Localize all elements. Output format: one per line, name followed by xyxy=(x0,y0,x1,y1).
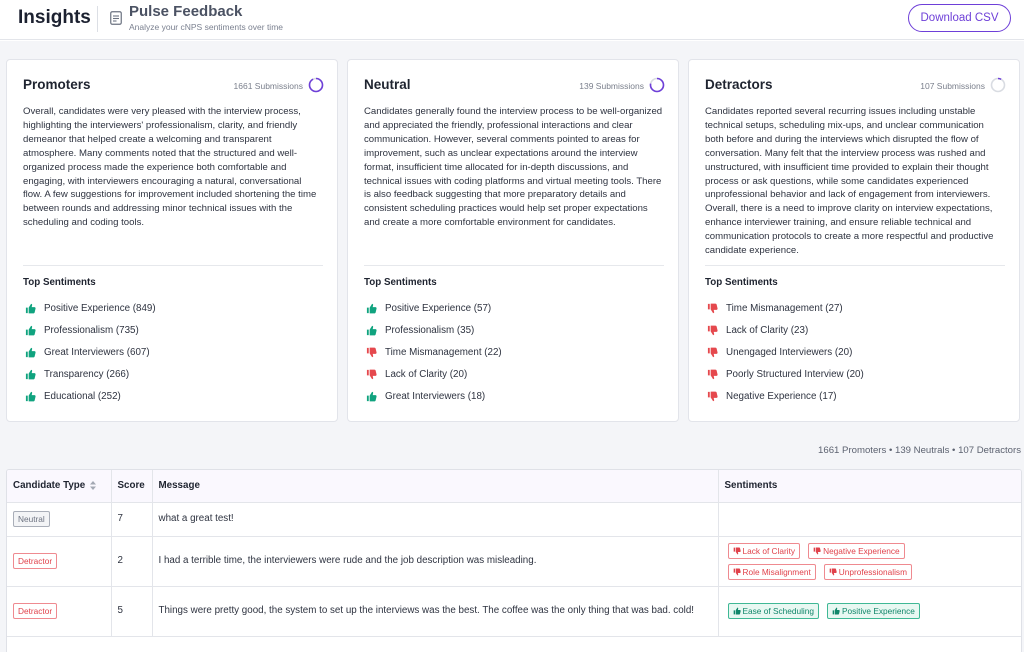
thumbs-down-icon xyxy=(366,347,377,358)
table-header-row xyxy=(7,470,1022,502)
column-header-score: Score xyxy=(111,470,152,502)
column-header-sentiments: Sentiments xyxy=(718,470,1022,502)
thumbs-up-icon xyxy=(25,369,36,380)
score-cell: 2 xyxy=(111,536,152,586)
top-sentiments-list xyxy=(705,297,864,408)
thumbs-down-icon xyxy=(707,303,718,314)
sentiment-label: Positive Experience (57) xyxy=(385,302,492,314)
message-cell: Things were pretty good, the system to set up the interviews was the best. The coffee was the only thing that was bad. cold! xyxy=(152,586,718,636)
sentiment-tag xyxy=(808,543,905,559)
sentiment-label: Lack of Clarity (20) xyxy=(385,369,468,381)
top-sentiments-list xyxy=(23,297,156,408)
sentiment-item xyxy=(23,319,156,341)
progress-ring-icon xyxy=(308,77,324,93)
candidate-type-cell xyxy=(7,536,111,586)
top-sentiments-heading: Top Sentiments xyxy=(364,277,437,288)
sentiment-label: Great Interviewers (18) xyxy=(385,391,486,403)
sentiment-item xyxy=(705,364,864,386)
sentiment-label: Poorly Structured Interview (20) xyxy=(726,369,864,381)
thumbs-up-icon xyxy=(832,607,840,615)
submission-count: 1661 Submissions xyxy=(233,81,303,91)
card-summary: Candidates generally found the interview process to be well-organized and appreciated the friendly, professional interactions and clear communication. However, several comments pointed to areas for improvement, such as unclear expectations around the interview format, insufficient time allocated for in-depth discussions, and technical issues with coding platforms and virtual meeting tools. There is also feedback suggesting that more preparatory details and consistent scheduling practices would help set proper expectations and create a more comfortable environment for candidates. xyxy=(364,106,663,229)
sentiment-label: Time Mismanagement (22) xyxy=(385,346,502,358)
message-cell: I had a terrible time, the interviewers were rude and the job description was misleading. xyxy=(152,536,718,586)
candidate-type-badge: Detractor xyxy=(13,603,57,619)
thumbs-down-icon xyxy=(733,568,741,576)
table-row[interactable] xyxy=(7,586,1022,636)
sentiment-item xyxy=(23,364,156,386)
sentiment-label: Professionalism (35) xyxy=(385,324,475,336)
progress-ring-icon xyxy=(990,77,1006,93)
card-divider xyxy=(705,265,1005,266)
sentiment-tag-label: Negative Experience xyxy=(823,545,900,556)
progress-ring-icon xyxy=(649,77,665,93)
header-divider xyxy=(97,6,98,32)
sentiment-tag xyxy=(728,543,801,559)
card-summary: Overall, candidates were very pleased with the interview process, highlighting the interviewers' professionalism, clarity, and friendly demeanor that helped create a welcoming and transparent atmosphere. Many comments noted that the structured and well-organized process made the experience both comfortable and engaging, with interviewers encouraging a natural, conversational flow. A few suggestions for improvement included shortening the time between rounds and addressing minor technical issues with the scheduling and coding tools. xyxy=(23,106,317,229)
sentiment-label: Great Interviewers (607) xyxy=(44,346,150,358)
column-label: Candidate Type xyxy=(13,480,86,492)
table-row[interactable] xyxy=(7,502,1022,536)
sort-icon[interactable] xyxy=(90,481,96,490)
score-cell: 5 xyxy=(111,586,152,636)
thumbs-down-icon xyxy=(707,391,718,402)
top-sentiments-heading: Top Sentiments xyxy=(23,277,96,288)
sentiment-item xyxy=(23,386,156,408)
message-cell: what a great test! xyxy=(152,502,718,536)
thumbs-up-icon xyxy=(25,391,36,402)
sentiment-label: Educational (252) xyxy=(44,391,121,403)
sentiment-tag-label: Lack of Clarity xyxy=(742,545,796,556)
sentiment-tag xyxy=(728,603,820,619)
thumbs-up-icon xyxy=(25,347,36,358)
submission-count: 107 Submissions xyxy=(920,81,985,91)
card-summary: Candidates reported several recurring issues including unstable technical setups, scheduling mix-ups, and unclear communication both before and during the interviews which disrupted the flow of conversation. Many felt that the interview process was rushed and unstructured, with insufficient time provided to explain their thought process or ask questions, while some candidates experienced unprofessional behavior and lack of engagement from interviewers. Overall, there is a need to improve clarity on interview expectations, enhance interviewer training, and ensure reliable technical and communication protocols to create a more respectful and productive candidate experience. xyxy=(705,106,994,257)
thumbs-up-icon xyxy=(25,303,36,314)
card-title: Detractors xyxy=(705,77,773,92)
sentiments-cell xyxy=(718,586,1022,636)
thumbs-down-icon xyxy=(366,369,377,380)
sentiment-item xyxy=(23,341,156,363)
candidate-type-badge: Detractor xyxy=(13,553,57,569)
submission-summary: 1661 Promoters • 139 Neutrals • 107 Detractors xyxy=(818,445,1021,456)
column-header-message: Message xyxy=(152,470,718,502)
sentiment-tag xyxy=(824,564,912,580)
download-csv-button[interactable]: Download CSV xyxy=(908,4,1011,32)
thumbs-down-icon xyxy=(829,568,837,576)
table-row[interactable] xyxy=(7,536,1022,586)
sentiment-item xyxy=(705,297,864,319)
document-icon xyxy=(110,11,122,25)
sentiment-tags xyxy=(728,539,943,584)
thumbs-up-icon xyxy=(25,325,36,336)
sentiment-item xyxy=(23,297,156,319)
app-title: Insights xyxy=(18,7,91,28)
sentiment-item xyxy=(364,386,502,408)
sentiment-label: Time Mismanagement (27) xyxy=(726,302,843,314)
sentiment-item xyxy=(364,319,502,341)
sentiments-cell xyxy=(718,536,1022,586)
sentiment-tag-label: Role Misalignment xyxy=(742,566,811,577)
sentiment-item xyxy=(705,386,864,408)
sentiments-cell xyxy=(718,502,1022,536)
page-subtitle: Analyze your cNPS sentiments over time xyxy=(129,22,284,32)
candidate-type-badge: Neutral xyxy=(13,511,50,527)
sentiment-tags xyxy=(728,515,943,523)
card-title: Promoters xyxy=(23,77,91,92)
sentiment-card-detractors xyxy=(688,59,1020,422)
sentiment-label: Positive Experience (849) xyxy=(44,302,156,314)
sentiment-item xyxy=(705,341,864,363)
top-sentiments-heading: Top Sentiments xyxy=(705,277,778,288)
sentiment-tag-label: Positive Experience xyxy=(842,606,915,616)
feedback-table xyxy=(6,469,1022,652)
card-title: Neutral xyxy=(364,77,411,92)
thumbs-down-icon xyxy=(707,347,718,358)
top-bar xyxy=(0,0,1024,40)
sentiment-item xyxy=(364,364,502,386)
sentiment-item xyxy=(364,297,502,319)
sentiment-label: Lack of Clarity (23) xyxy=(726,324,809,336)
sentiment-card-neutral xyxy=(347,59,679,422)
sentiment-card-promoters xyxy=(6,59,338,422)
thumbs-up-icon xyxy=(366,391,377,402)
submission-count: 139 Submissions xyxy=(579,81,644,91)
sentiment-tag-label: Unprofessionalism xyxy=(838,566,907,577)
candidate-type-cell xyxy=(7,586,111,636)
candidate-type-cell xyxy=(7,502,111,536)
sentiment-tag xyxy=(827,603,920,619)
thumbs-up-icon xyxy=(733,607,741,615)
sentiment-label: Transparency (266) xyxy=(44,369,130,381)
thumbs-down-icon xyxy=(707,325,718,336)
card-divider xyxy=(23,265,323,266)
thumbs-down-icon xyxy=(813,547,821,555)
sentiment-item xyxy=(705,319,864,341)
thumbs-up-icon xyxy=(366,325,377,336)
score-cell: 7 xyxy=(111,502,152,536)
thumbs-down-icon xyxy=(707,369,718,380)
sentiment-label: Unengaged Interviewers (20) xyxy=(726,346,853,358)
sentiment-tag-label: Ease of Scheduling xyxy=(742,606,814,616)
sentiment-tags xyxy=(728,599,943,623)
column-header-candidate-type[interactable] xyxy=(7,470,111,502)
sentiment-label: Negative Experience (17) xyxy=(726,391,837,403)
top-sentiments-list xyxy=(364,297,502,408)
sentiment-item xyxy=(364,341,502,363)
page-title: Pulse Feedback xyxy=(129,3,243,20)
sentiment-label: Professionalism (735) xyxy=(44,324,139,336)
card-divider xyxy=(364,265,664,266)
thumbs-down-icon xyxy=(733,547,741,555)
main-content xyxy=(0,41,1024,652)
thumbs-up-icon xyxy=(366,303,377,314)
sentiment-tag xyxy=(728,564,816,580)
